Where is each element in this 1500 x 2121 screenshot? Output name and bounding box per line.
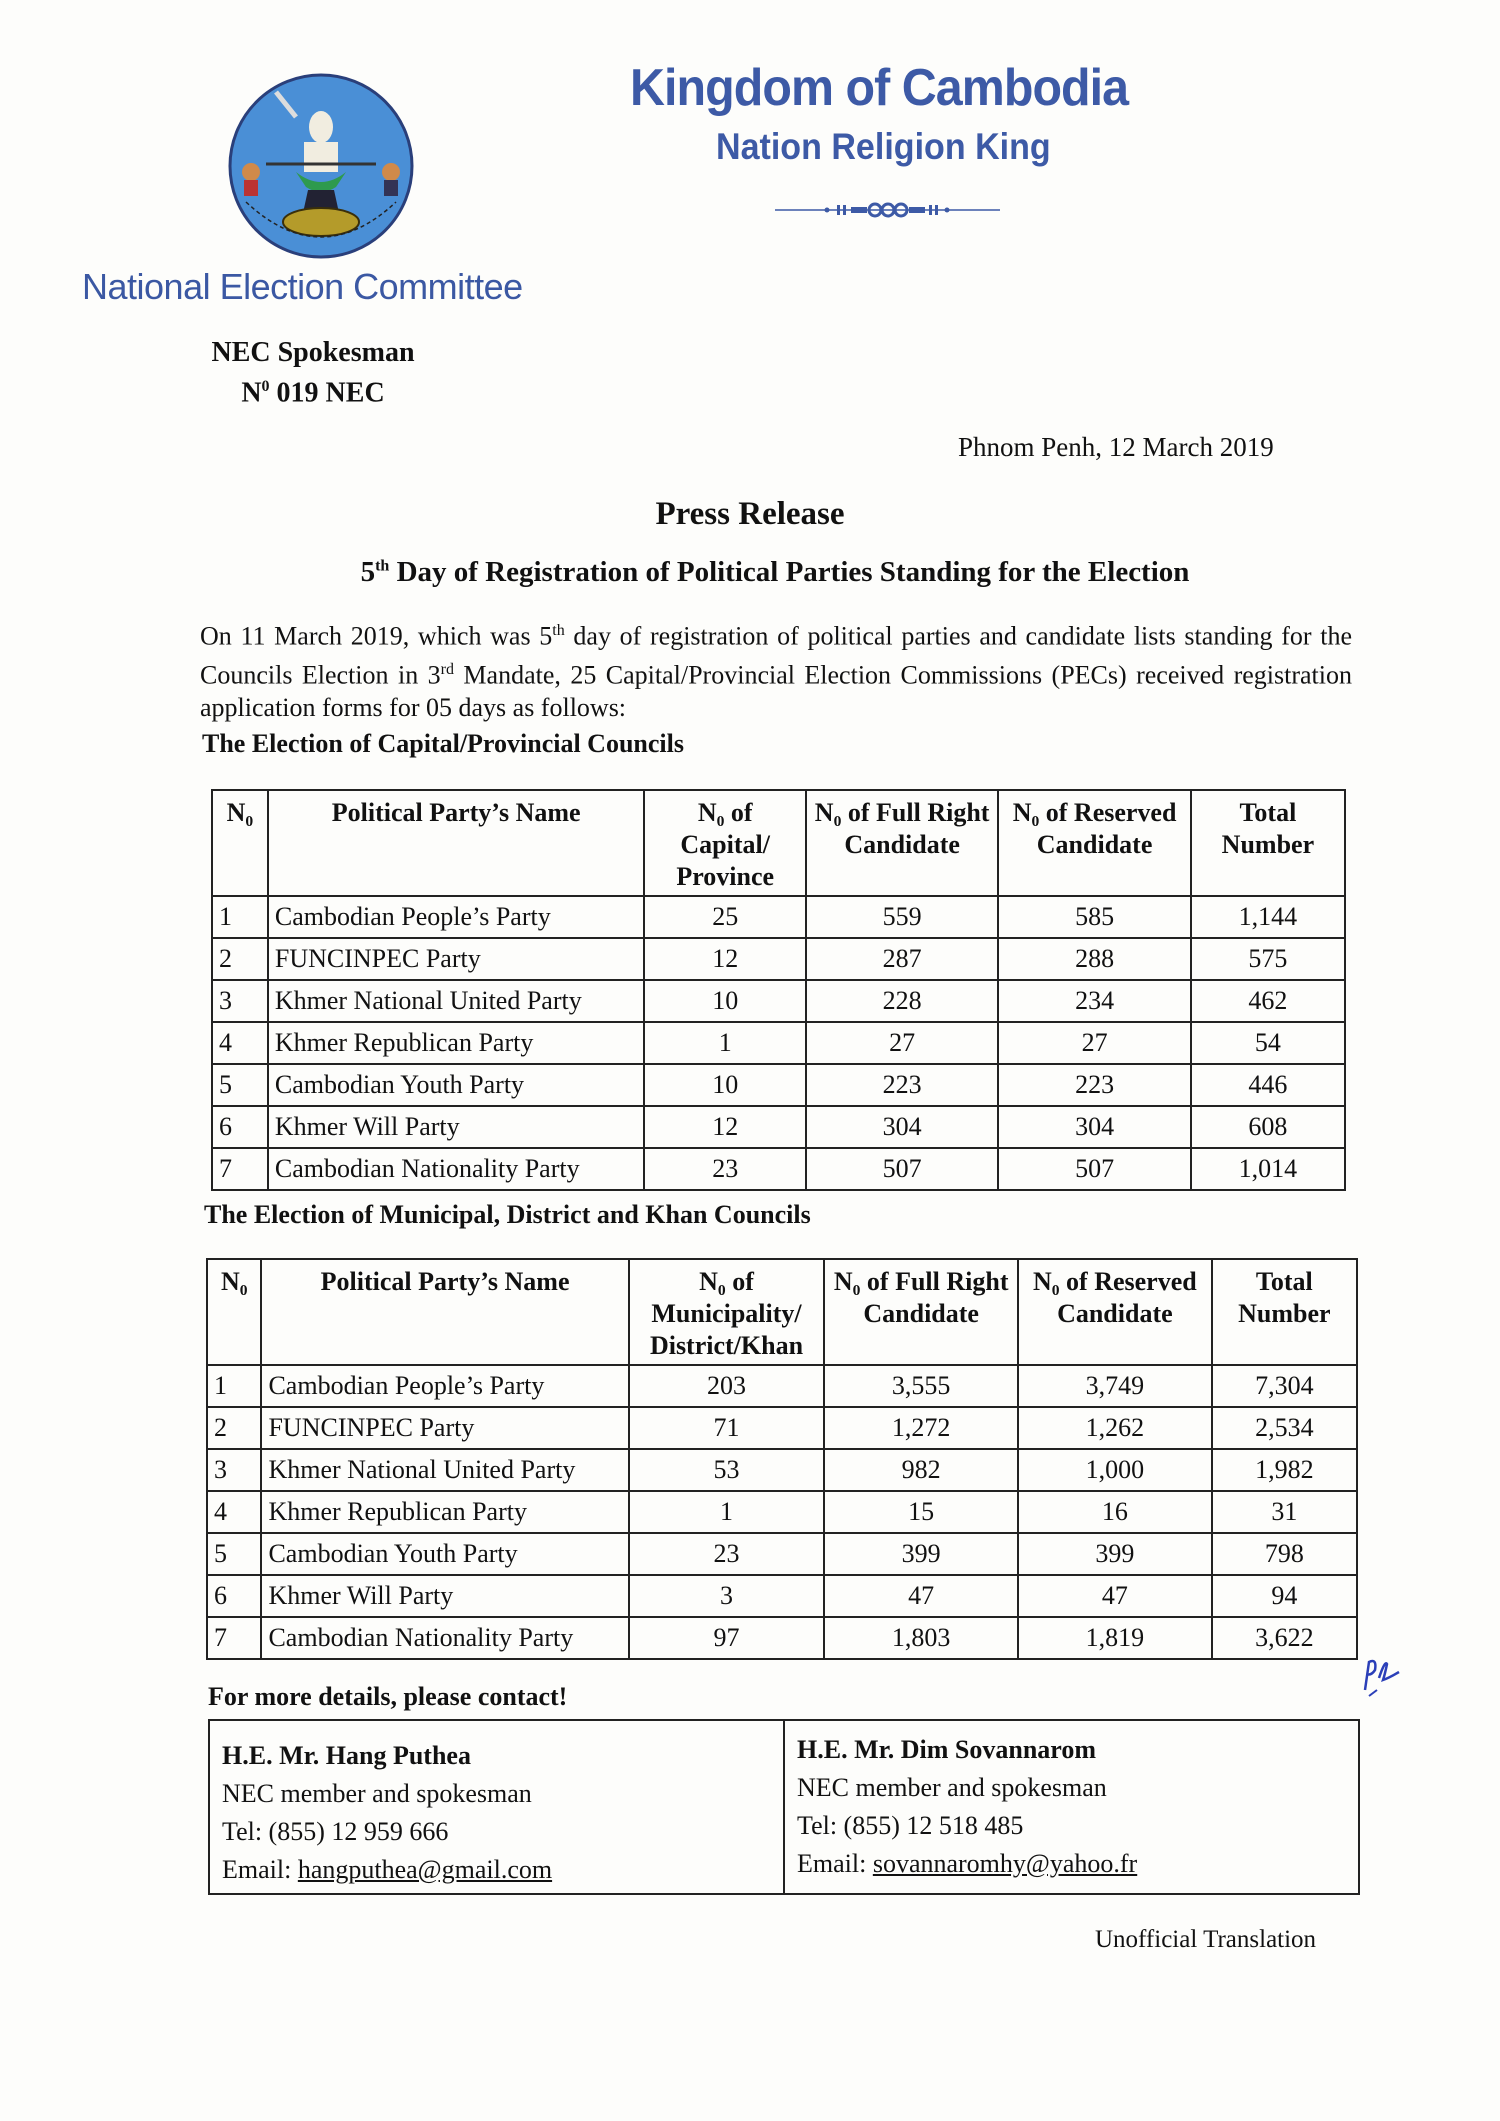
section-title-provincial: The Election of Capital/Provincial Councils	[202, 729, 684, 758]
section-title-municipal: The Election of Municipal, District and Khan Councils	[204, 1200, 811, 1229]
col-header-party: Political Party’s Name	[268, 790, 645, 896]
email-link[interactable]: sovannaromhy@yahoo.fr	[872, 1849, 1138, 1878]
email-link[interactable]: hangputhea@gmail.com	[297, 1855, 553, 1884]
contact-name: H.E. Mr. Hang Puthea	[222, 1741, 471, 1770]
table-row: 6 Khmer Will Party 3 47 47 94	[207, 1575, 1357, 1617]
provincial-councils-table	[211, 789, 1346, 1191]
col-header-units: N₀ of Municipality/ District/Khan	[629, 1259, 825, 1365]
contact-email-line: Email: sovannaromhy@yahoo.fr	[797, 1849, 1138, 1878]
col-header-full-right: N₀ of Full Right Candidate	[806, 790, 998, 896]
col-header-party: Political Party’s Name	[261, 1259, 628, 1365]
col-header-units: N₀ of Capital/ Province	[644, 790, 805, 896]
table-header-row	[212, 790, 1345, 896]
contact-name: H.E. Mr. Dim Sovannarom	[797, 1735, 1097, 1764]
signature-initials-icon	[1355, 1650, 1405, 1700]
table-header-row	[207, 1259, 1357, 1365]
col-header-no: N₀	[207, 1259, 261, 1365]
table-row: 2 FUNCINPEC Party 71 1,272 1,262 2,534	[207, 1407, 1357, 1449]
table-row: 3 Khmer National United Party 53 982 1,000 1,982	[207, 1449, 1357, 1491]
committee-name: National Election Committee	[82, 266, 523, 307]
nec-emblem-icon	[226, 72, 416, 260]
reference-number: $N^0$ 019 NEC	[241, 377, 385, 409]
table-row: 1 Cambodian People’s Party 203 3,555 3,749 7,304	[207, 1365, 1357, 1407]
table-row: 7 Cambodian Nationality Party 23 507 507 1,014	[212, 1148, 1345, 1190]
municipal-councils-table	[206, 1258, 1358, 1660]
contact-heading: For more details, please contact!	[208, 1682, 568, 1711]
contact-role: NEC member and spokesman	[222, 1779, 532, 1808]
contact-table	[208, 1719, 1360, 1895]
col-header-total: Total Number	[1212, 1259, 1357, 1365]
col-header-total: Total Number	[1191, 790, 1345, 896]
place-date: Phnom Penh, 12 March 2019	[958, 432, 1274, 462]
table-row: 6 Khmer Will Party 12 304 304 608	[212, 1106, 1345, 1148]
table-row: 4 Khmer Republican Party 1 27 27 54	[212, 1022, 1345, 1064]
col-header-no: N₀	[212, 790, 268, 896]
table-row: 2 FUNCINPEC Party 12 287 288 575	[212, 938, 1345, 980]
spokesman-line: NEC Spokesman	[211, 337, 415, 368]
document-subtitle: 5th Day of Registration of Political Parties Standing for the Election	[360, 556, 1190, 588]
col-header-reserved: N₀ of Reserved Candidate	[998, 790, 1190, 896]
document-title: Press Release	[655, 496, 845, 532]
contact-phone: Tel: (855) 12 518 485	[797, 1811, 1024, 1840]
contact-card	[209, 1720, 784, 1894]
table-row: 4 Khmer Republican Party 1 15 16 31	[207, 1491, 1357, 1533]
translation-note: Unofficial Translation	[1095, 1926, 1317, 1953]
col-header-reserved: N₀ of Reserved Candidate	[1018, 1259, 1212, 1365]
table-row: 7 Cambodian Nationality Party 97 1,803 1,819 3,622	[207, 1617, 1357, 1659]
decorative-divider-icon	[775, 200, 1000, 220]
reference-block	[198, 336, 428, 410]
table-row: 1 Cambodian People’s Party 25 559 585 1,144	[212, 896, 1345, 938]
country-title: Kingdom of Cambodia	[630, 59, 1129, 117]
national-motto: Nation Religion King	[716, 126, 1051, 167]
col-header-full-right: N₀ of Full Right Candidate	[824, 1259, 1018, 1365]
contact-phone: Tel: (855) 12 959 666	[222, 1817, 449, 1846]
intro-paragraph: On 11 March 2019, which was 5th day of registration of political parties and candidate lists standing for the Councils Election in 3rd Mandate, 25 Capital/Provincial Election Commissions (PECs) received registration application forms for 05 days as follows:	[200, 621, 1352, 723]
table-row: 5 Cambodian Youth Party 10 223 223 446	[212, 1064, 1345, 1106]
table-row: 5 Cambodian Youth Party 23 399 399 798	[207, 1533, 1357, 1575]
contact-card	[784, 1720, 1359, 1894]
contact-role: NEC member and spokesman	[797, 1773, 1107, 1802]
contact-email-line: Email: hangputhea@gmail.com	[222, 1855, 553, 1884]
table-row: 3 Khmer National United Party 10 228 234 462	[212, 980, 1345, 1022]
